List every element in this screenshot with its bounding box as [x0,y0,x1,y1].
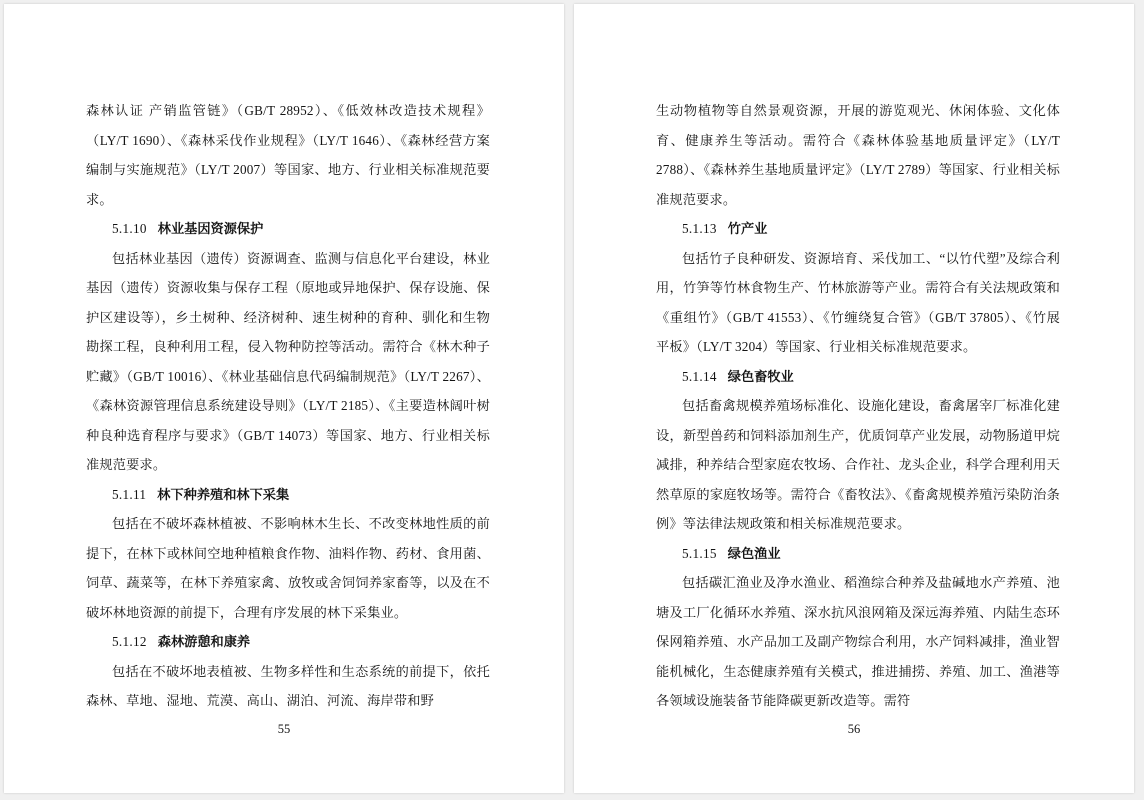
section-number: 5.1.14 [682,368,717,384]
paragraph: 森林认证 产销监管链》（GB/T 28952）、《低效林改造技术规程》（LY/T 1690）、《森林采伐作业规程》（LY/T 1646）、《森林经营方案编制与实施规范》（LY/T 2007）等国家、地方、行业相关标准规范要求。 [86,103,490,207]
section-title: 绿色畜牧业 [727,368,794,384]
paragraph: 包括在不破坏地表植被、生物多样性和生态系统的前提下，依托森林、草地、湿地、荒漠、高山、湖泊、河流、海岸带和野 [86,663,490,708]
paragraph: 包括林业基因（遗传）资源调查、监测与信息化平台建设，林业基因（遗传）资源收集与保存工程（原地或异地保护、保存设施、保护区建设等），乡土树种、经济树种、速生树种的育种、驯化和生物勘探工程，良种利用工程，侵入物种防控等活动。需符合《林木种子贮藏》（GB/T 10016）、《林业基础信息代码编制规范》（LY/T 2267）、《森林资源管理信息系统建设导则》（LY/T 2185）、《主要造林阔叶树种良种选育程序与要求》（GB/T 14073）等国家、地方、行业相关标准规范要求。 [86,250,490,472]
page-number: 55 [277,722,291,736]
section-number: 5.1.12 [112,634,147,649]
page-number: 56 [847,722,861,736]
section-title: 森林游憩和康养 [157,634,251,649]
section-heading [86,627,490,657]
paragraph: 包括在不破坏森林植被、不影响林木生长、不改变林地性质的前提下，在林下或林间空地种植粮食作物、油料作物、药材、食用菌、饲草、蔬菜等，在林下养殖家禽、放牧或舍饲饲养家畜等，以及在不破坏林地资源的前提下，合理有序发展的林下采集业。 [86,516,490,620]
section-title: 林下种养殖和林下采集 [157,486,290,502]
paragraph: 包括碳汇渔业及净水渔业、稻渔综合种养及盐碱地水产养殖、池塘及工厂化循环水养殖、深水抗风浪网箱及深远海养殖、内陆生态环保网箱养殖、水产品加工及副产物综合利用，水产饲料减排，渔业智能机械化，生态健康养殖有关模式，推进捕捞、养殖、加工、渔港等各领域设施装备节能降碳更新改造等。需符 [656,575,1060,708]
section-heading [656,362,1060,392]
document-page-right [574,4,1134,793]
section-heading [656,539,1060,569]
section-number: 5.1.11 [112,486,147,502]
paragraph: 包括畜禽规模养殖场标准化、设施化建设，畜禽屠宰厂标准化建设，新型兽药和饲料添加剂生产，优质饲草产业发展，动物肠道甲烷减排，种养结合型家庭农牧场、合作社、龙头企业，科学合理利用天然草原的家庭牧场等。需符合《畜牧法》、《畜禽规模养殖污染防治条例》等法律法规政策和相关标准规范要求。 [656,398,1060,531]
page-text-body [86,96,490,716]
section-title: 林业基因资源保护 [157,221,264,236]
paragraph: 包括竹子良种研发、资源培育、采伐加工、“以竹代塑”及综合利用，竹笋等竹林食物生产、竹林旅游等产业。需符合有关法规政策和《重组竹》（GB/T 41553）、《竹缠绕复合管》（GB/T 37805）、《竹展平板》（LY/T 3204）等国家、行业相关标准规范要求。 [656,250,1060,354]
section-heading [86,480,490,510]
document-page-left [4,4,564,793]
section-number: 5.1.15 [682,545,717,561]
section-title: 竹产业 [727,221,768,236]
section-title: 绿色渔业 [727,545,781,561]
section-number: 5.1.13 [682,221,717,236]
section-heading [86,214,490,244]
section-heading [656,214,1060,244]
paragraph: 生动物植物等自然景观资源，开展的游览观光、休闲体验、文化体育、健康养生等活动。需符合《森林体验基地质量评定》（LY/T 2788）、《森林养生基地质量评定》（LY/T 2789）等国家、行业相关标准规范要求。 [656,103,1060,207]
page-text-body [656,96,1060,716]
section-number: 5.1.10 [112,221,147,236]
